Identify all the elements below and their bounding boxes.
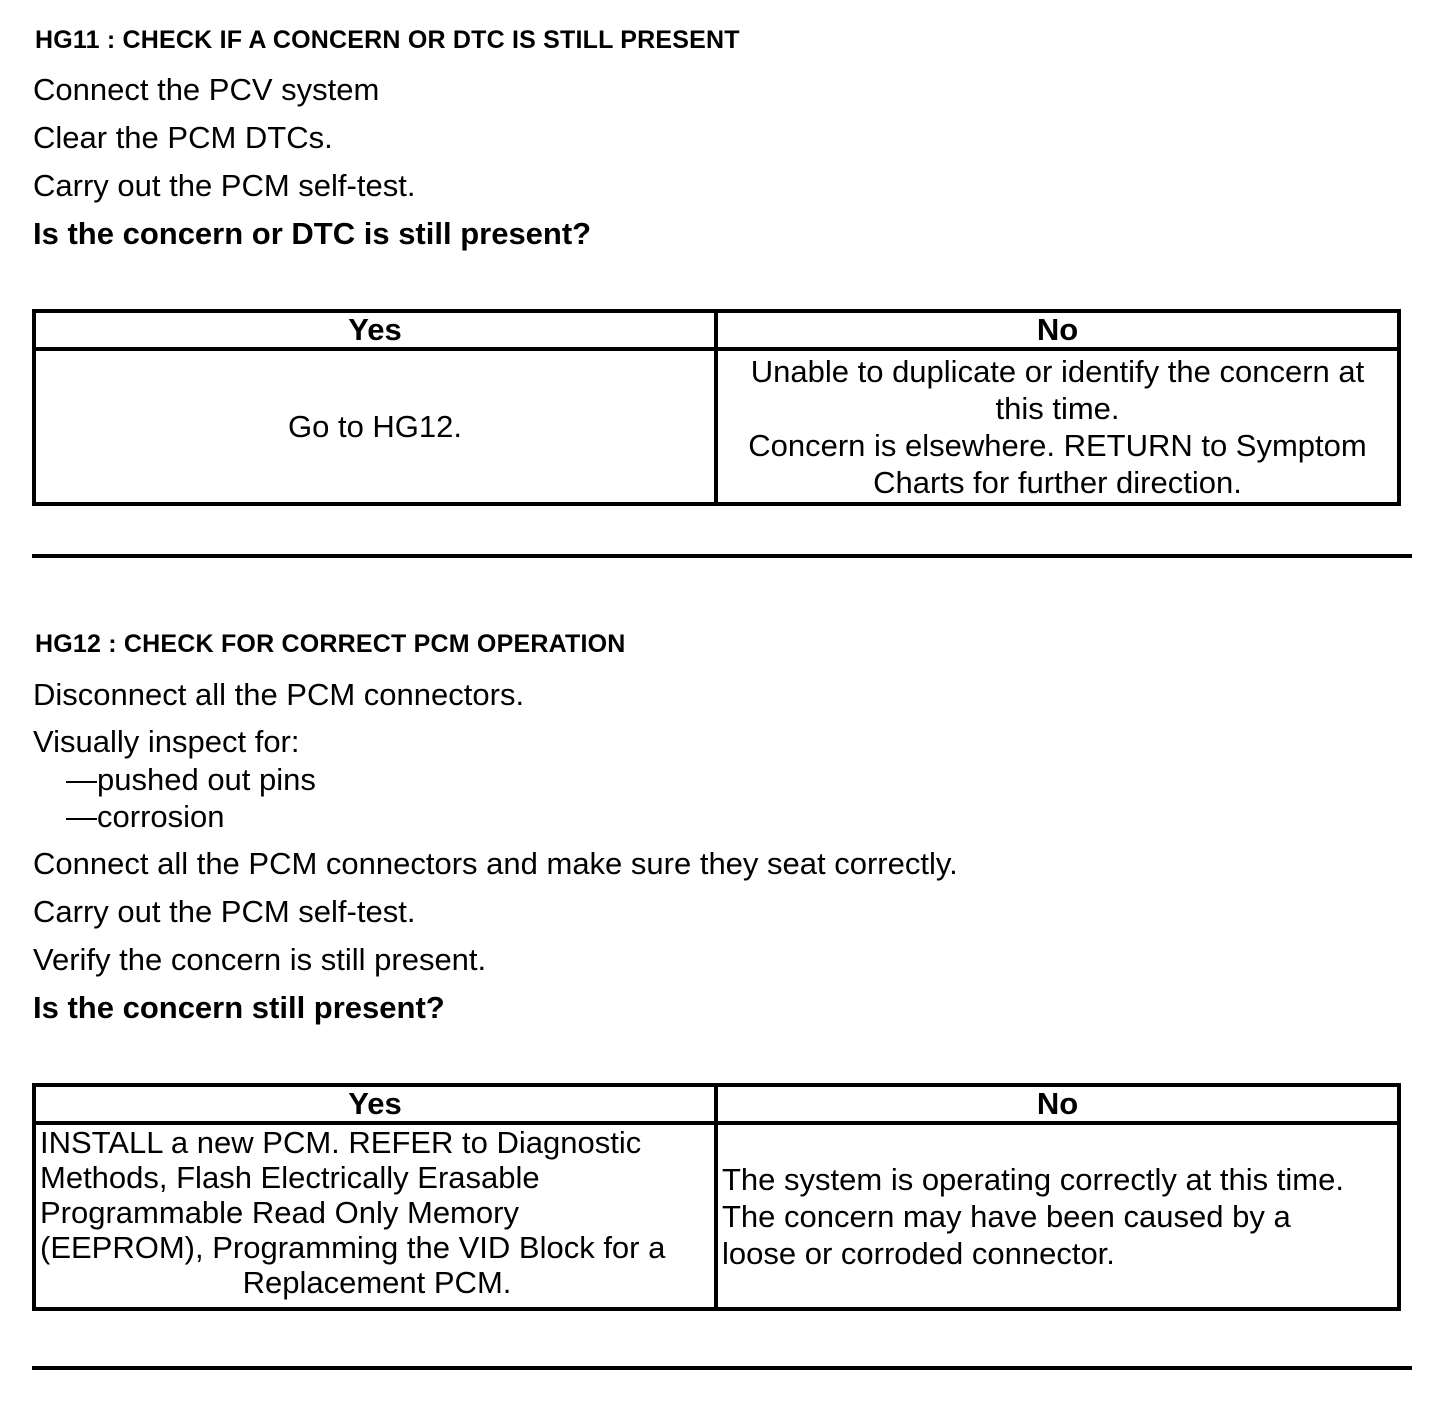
hg12-heading: HG12 : CHECK FOR CORRECT PCM OPERATION bbox=[35, 630, 626, 658]
hg12-yes-line-2: Methods, Flash Electrically Erasable bbox=[40, 1160, 540, 1195]
hg11-no-line-4: Charts for further direction. bbox=[873, 464, 1242, 500]
hg12-no-line-2: The concern may have been caused by a bbox=[722, 1198, 1291, 1234]
hg12-yes-cell bbox=[34, 1123, 716, 1309]
hg12-step-3: Connect all the PCM connectors and make sure they seat correctly. bbox=[33, 846, 958, 881]
hg11-yes-no-table bbox=[32, 309, 1401, 506]
hg12-no-line-1: The system is operating correctly at this time. bbox=[722, 1161, 1344, 1197]
hg11-no-line-3: Concern is elsewhere. RETURN to Symptom bbox=[748, 427, 1367, 463]
hg12-yes-line-3: Programmable Read Only Memory bbox=[40, 1195, 519, 1230]
hg11-yes-cell bbox=[34, 349, 716, 504]
hg12-yes-no-table bbox=[32, 1083, 1401, 1311]
hg11-no-line-2: this time. bbox=[995, 390, 1120, 426]
section-divider-1 bbox=[32, 554, 1412, 558]
hg11-no-cell bbox=[716, 349, 1399, 504]
hg12-step-2: Visually inspect for: bbox=[33, 724, 300, 759]
section-divider-2 bbox=[32, 1366, 1412, 1370]
hg11-no-line-1: Unable to duplicate or identify the concern at bbox=[750, 353, 1365, 389]
hg12-bullet-2: —corrosion bbox=[66, 799, 225, 834]
hg12-yes-line-5: Replacement PCM. bbox=[242, 1265, 512, 1300]
hg12-yes-line-4: (EEPROM), Programming the VID Block for a bbox=[40, 1230, 666, 1265]
hg12-step-4: Carry out the PCM self-test. bbox=[33, 894, 416, 929]
hg12-no-cell bbox=[716, 1123, 1399, 1309]
hg12-no-header: No bbox=[716, 1085, 1399, 1123]
hg11-step-1: Connect the PCV system bbox=[33, 72, 380, 107]
hg11-no-header: No bbox=[716, 311, 1399, 349]
hg12-yes-header: Yes bbox=[34, 1085, 716, 1123]
hg11-heading: HG11 : CHECK IF A CONCERN OR DTC IS STILL PRESENT bbox=[35, 26, 740, 54]
hg12-no-line-3: loose or corroded connector. bbox=[722, 1235, 1115, 1271]
hg12-bullet-1: —pushed out pins bbox=[66, 762, 316, 797]
hg11-yes-header: Yes bbox=[34, 311, 716, 349]
hg11-yes-text: Go to HG12. bbox=[287, 409, 463, 444]
hg11-question: Is the concern or DTC is still present? bbox=[33, 216, 592, 251]
hg12-yes-line-1: INSTALL a new PCM. REFER to Diagnostic bbox=[40, 1125, 642, 1160]
hg12-step-1: Disconnect all the PCM connectors. bbox=[33, 677, 525, 712]
hg11-step-2: Clear the PCM DTCs. bbox=[33, 120, 333, 155]
hg11-step-3: Carry out the PCM self-test. bbox=[33, 168, 416, 203]
hg12-step-5: Verify the concern is still present. bbox=[33, 942, 487, 977]
hg12-question: Is the concern still present? bbox=[33, 990, 445, 1025]
